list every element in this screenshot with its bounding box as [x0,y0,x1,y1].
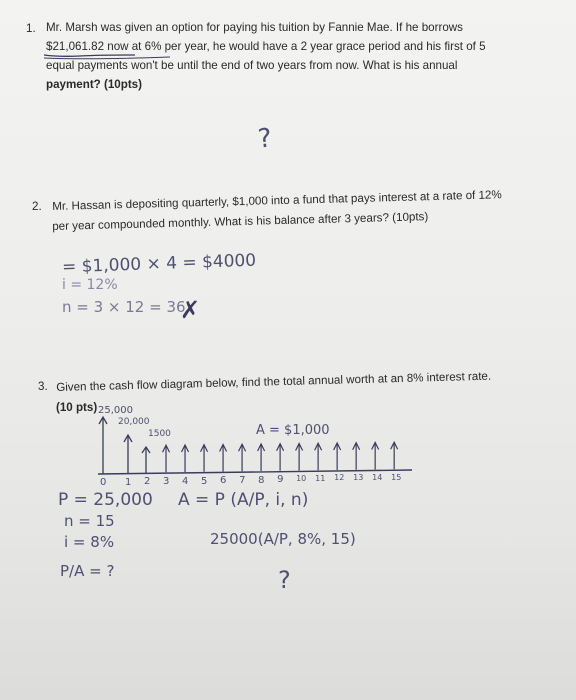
question-2-wrong-mark: ✗ [180,296,201,324]
tick-label-0: 0 [100,477,107,488]
question-2-line-2: per year compounded monthly. What is his balance after 3 years? (10pts) [52,210,429,233]
tick-label-5: 5 [201,475,208,487]
tick-label-15: 15 [391,472,402,482]
question-3-formula: A = P (A/P, i, n) [178,490,309,510]
diagram-label-20000: 20,000 [118,417,150,427]
tick-label-2: 2 [144,476,151,488]
tick-label-6: 6 [220,475,227,487]
question-1-line-4: payment? (10pts) [46,78,142,91]
tick-label-10: 10 [296,474,307,483]
question-3-given-p: P = 25,000 [58,490,153,510]
question-1-answer: ? [256,123,274,155]
diagram-label-25000: 25,000 [98,405,133,416]
tick-label-14: 14 [372,472,383,482]
tick-label-1: 1 [125,476,132,488]
tick-label-9: 9 [277,474,284,486]
question-3-given-pa: P/A = ? [60,562,115,580]
tick-label-8: 8 [258,474,265,486]
question-3-given-i: i = 8% [64,533,115,551]
tick-label-13: 13 [353,473,364,483]
tick-label-7: 7 [239,474,246,486]
question-3-answer: ? [278,566,291,594]
question-3-line-1: Given the cash flow diagram below, find the total annual worth at an 8% interest rate. [56,369,492,394]
diagram-label-1500: 1500 [148,429,171,439]
question-2-line-1: Mr. Hassan is depositing quarterly, $1,000 into a fund that pays interest at a rate of 12% [52,188,502,213]
question-1-line-1: Mr. Marsh was given an option for paying his tuition by Fannie Mae. If he borrows [46,21,463,34]
question-2-work-line-2: i = 12% [62,277,118,293]
question-3-number: 3. [38,380,48,393]
question-3-line-2: (10 pts) [56,401,98,414]
question-1-line-2: $21,061.82 now at 6% per year, he would have a 2 year grace period and his first of 5 [46,40,486,53]
tick-label-11: 11 [315,473,326,483]
question-1-line-3: equal payments won't be until the end of two years from now. What is his annual [46,59,458,72]
diagram-annuity-label: A = $1,000 [256,423,330,438]
question-3-substitution: 25000(A/P, 8%, 15) [210,530,356,548]
tick-label-12: 12 [334,473,345,483]
tick-label-3: 3 [163,476,170,488]
question-1-number: 1. [26,22,36,35]
question-2-number: 2. [32,200,42,213]
question-2-work-line-3: n = 3 × 12 = 36 [62,298,186,316]
question-2-work-line-1: = $1,000 × 4 = $4000 [61,250,257,278]
tick-label-4: 4 [182,475,189,487]
question-3-given-n: n = 15 [64,512,115,530]
